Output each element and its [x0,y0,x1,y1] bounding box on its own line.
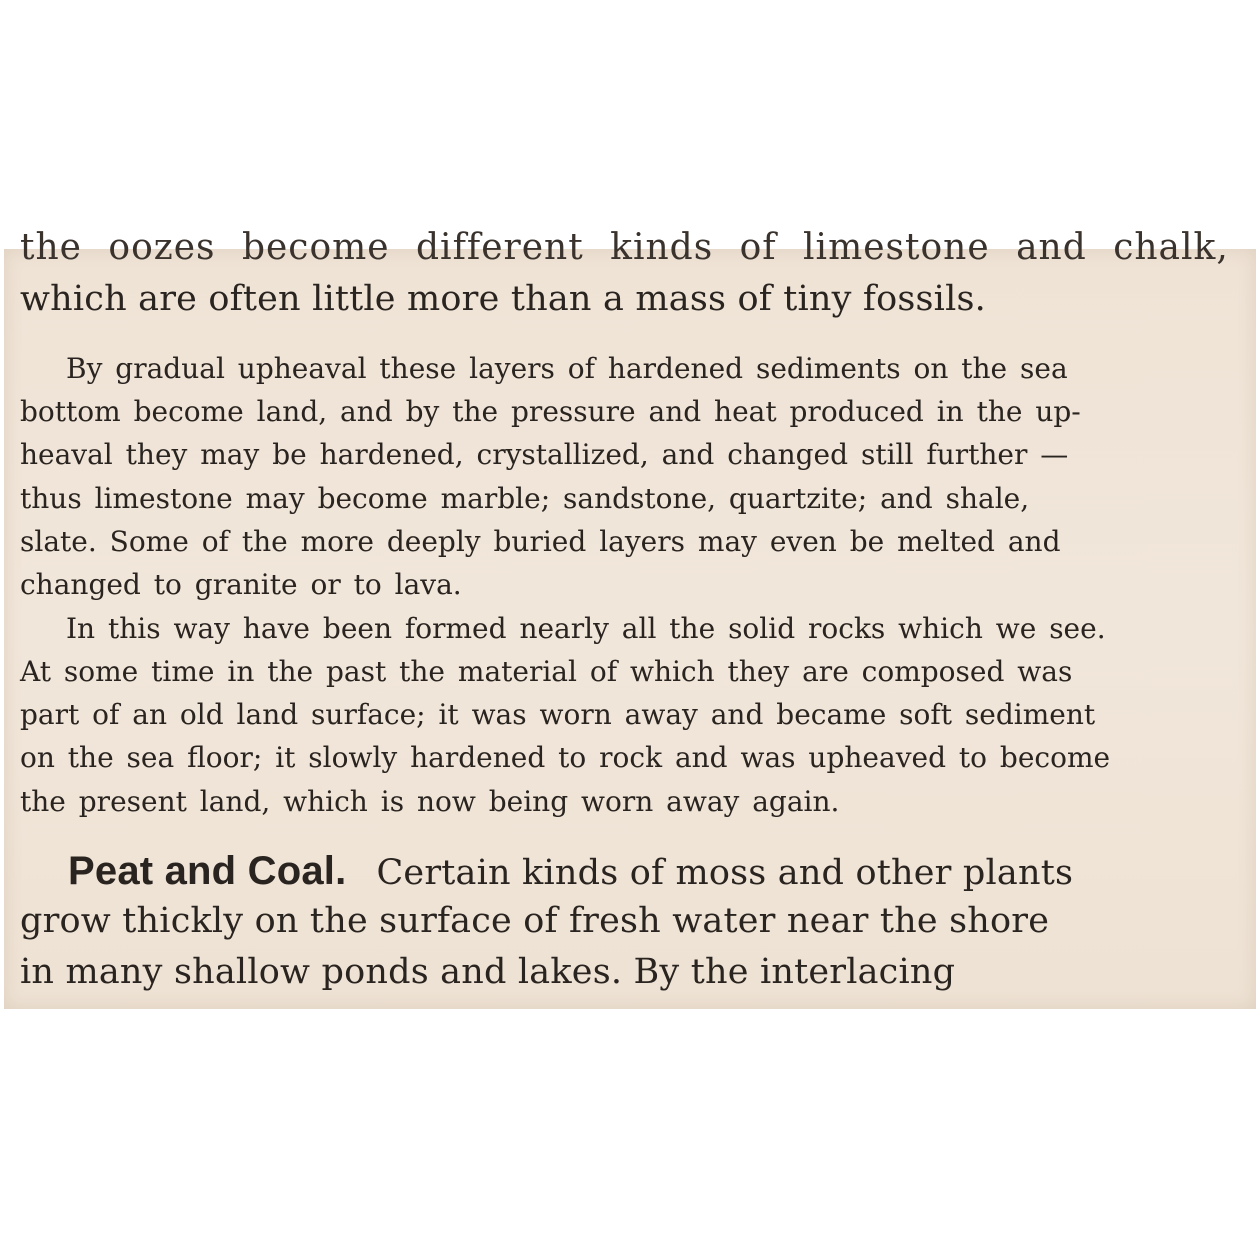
intro-line: which are often little more than a mass of tiny fossils. [20,279,986,319]
paragraph1-line: slate. Some of the more deeply buried layers may even be melted and [20,525,1061,558]
paragraph1-line: thus limestone may become marble; sandstone, quartzite; and shale, [20,482,1030,515]
section-heading: Peat and Coal. [68,849,347,893]
paragraph2-line: the present land, which is now being worn away again. [20,785,840,818]
paragraph1-line: heaval they may be hardened, crystallized, and changed still further — [20,438,1069,471]
paragraph2-line: on the sea floor; it slowly hardened to rock and was upheaved to become [20,741,1111,774]
section-line: grow thickly on the surface of fresh water near the shore [20,901,1050,941]
paragraph1-line: changed to granite or to lava. [20,568,462,601]
cut-text-line: the oozes become different kinds of limestone and chalk, [20,227,1229,268]
paragraph2-line: In this way have been formed nearly all the solid rocks which we see. [66,612,1106,645]
newspaper-clipping [4,227,1256,1009]
paragraph2-line: At some time in the past the material of which they are composed was [20,655,1073,688]
paragraph1-line: By gradual upheaval these layers of hardened sediments on the sea [66,352,1068,385]
paragraph1-line: bottom become land, and by the pressure and heat produced in the up- [20,395,1081,428]
paragraph2-line: part of an old land surface; it was worn away and became soft sediment [20,698,1096,731]
section-first-line-text: Certain kinds of moss and other plants [376,853,1074,893]
section-first-line [68,849,1073,894]
section-line: in many shallow ponds and lakes. By the interlacing [20,952,956,992]
